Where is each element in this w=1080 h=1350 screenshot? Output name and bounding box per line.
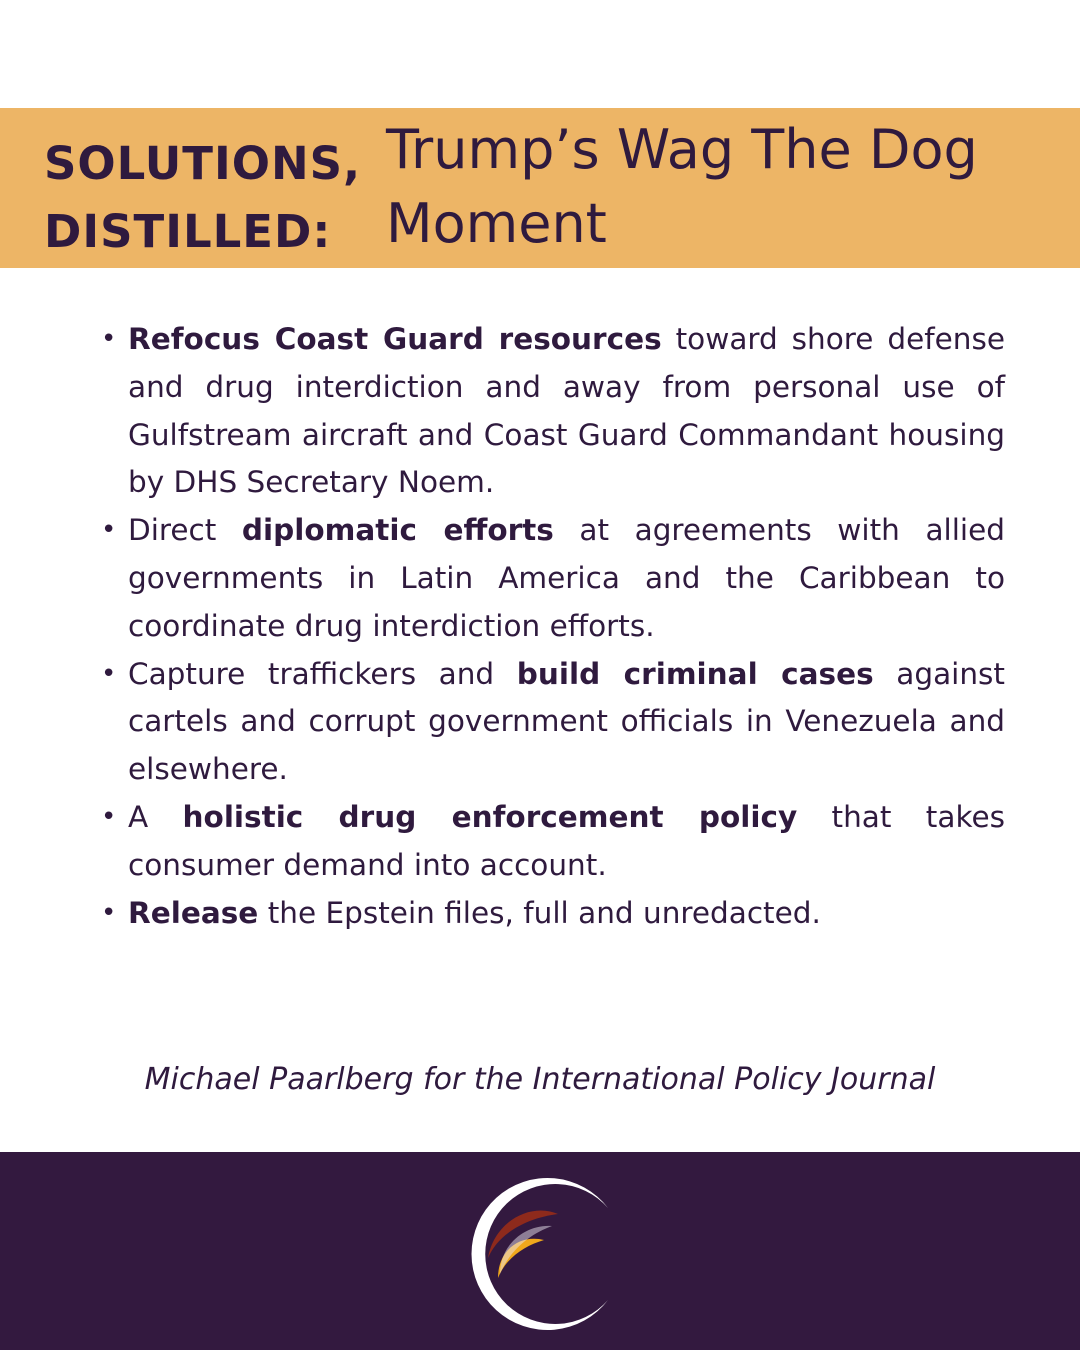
bullet-suffix: the Epstein files, full and unredacted. bbox=[258, 895, 821, 930]
bullet-bold-text: holistic drug enforcement policy bbox=[182, 799, 798, 834]
bullet-suffix: against cartels and corrupt government officials in Venezuela and elsewhere. bbox=[128, 656, 1005, 787]
list-item bbox=[101, 794, 1005, 890]
bullet-bold-text: build criminal cases bbox=[516, 656, 874, 691]
kicker-line-1: SOLUTIONS, bbox=[44, 137, 362, 190]
bullet-icon: • bbox=[101, 324, 117, 354]
kicker-line-2: DISTILLED: bbox=[44, 205, 332, 258]
bullet-suffix: toward shore defense and drug interdiction and away from personal use of Gulfstream aircraft and Coast Guard Commandant housing by DHS Secretary Noem. bbox=[128, 322, 1005, 500]
footer-band bbox=[0, 1152, 1080, 1350]
arc-logo-icon bbox=[460, 1174, 620, 1334]
title-line-1: Trump’s Wag The Dog bbox=[386, 118, 978, 181]
list-item bbox=[101, 890, 1005, 938]
bullet-prefix: Direct bbox=[128, 513, 242, 548]
bullet-icon: • bbox=[101, 897, 117, 928]
bullet-icon: • bbox=[101, 515, 117, 546]
bullet-bold-text: Release bbox=[128, 895, 259, 930]
bullet-icon: • bbox=[101, 801, 117, 832]
bullet-bold-text: diplomatic efforts bbox=[241, 513, 554, 548]
bullet-bold-text: Refocus Coast Guard resources bbox=[128, 322, 662, 356]
list-item bbox=[101, 316, 1005, 507]
solutions-list bbox=[101, 316, 1005, 937]
bullet-suffix: that takes consumer demand into account. bbox=[128, 799, 1005, 882]
list-item bbox=[101, 507, 1005, 650]
bullet-suffix: at agreements with allied governments in Latin America and the Caribbean to coordinate drug interdiction efforts. bbox=[128, 513, 1005, 643]
title-line-2: Moment bbox=[386, 192, 607, 255]
bullet-prefix: A bbox=[128, 799, 183, 834]
header-banner bbox=[0, 108, 1080, 268]
list-item bbox=[101, 651, 1005, 794]
page-title bbox=[386, 113, 978, 261]
author-byline: Michael Paarlberg for the International Policy Journal bbox=[144, 1062, 936, 1097]
bullet-prefix: Capture traffickers and bbox=[128, 656, 517, 691]
section-kicker bbox=[44, 130, 361, 266]
bullet-icon: • bbox=[101, 658, 117, 689]
